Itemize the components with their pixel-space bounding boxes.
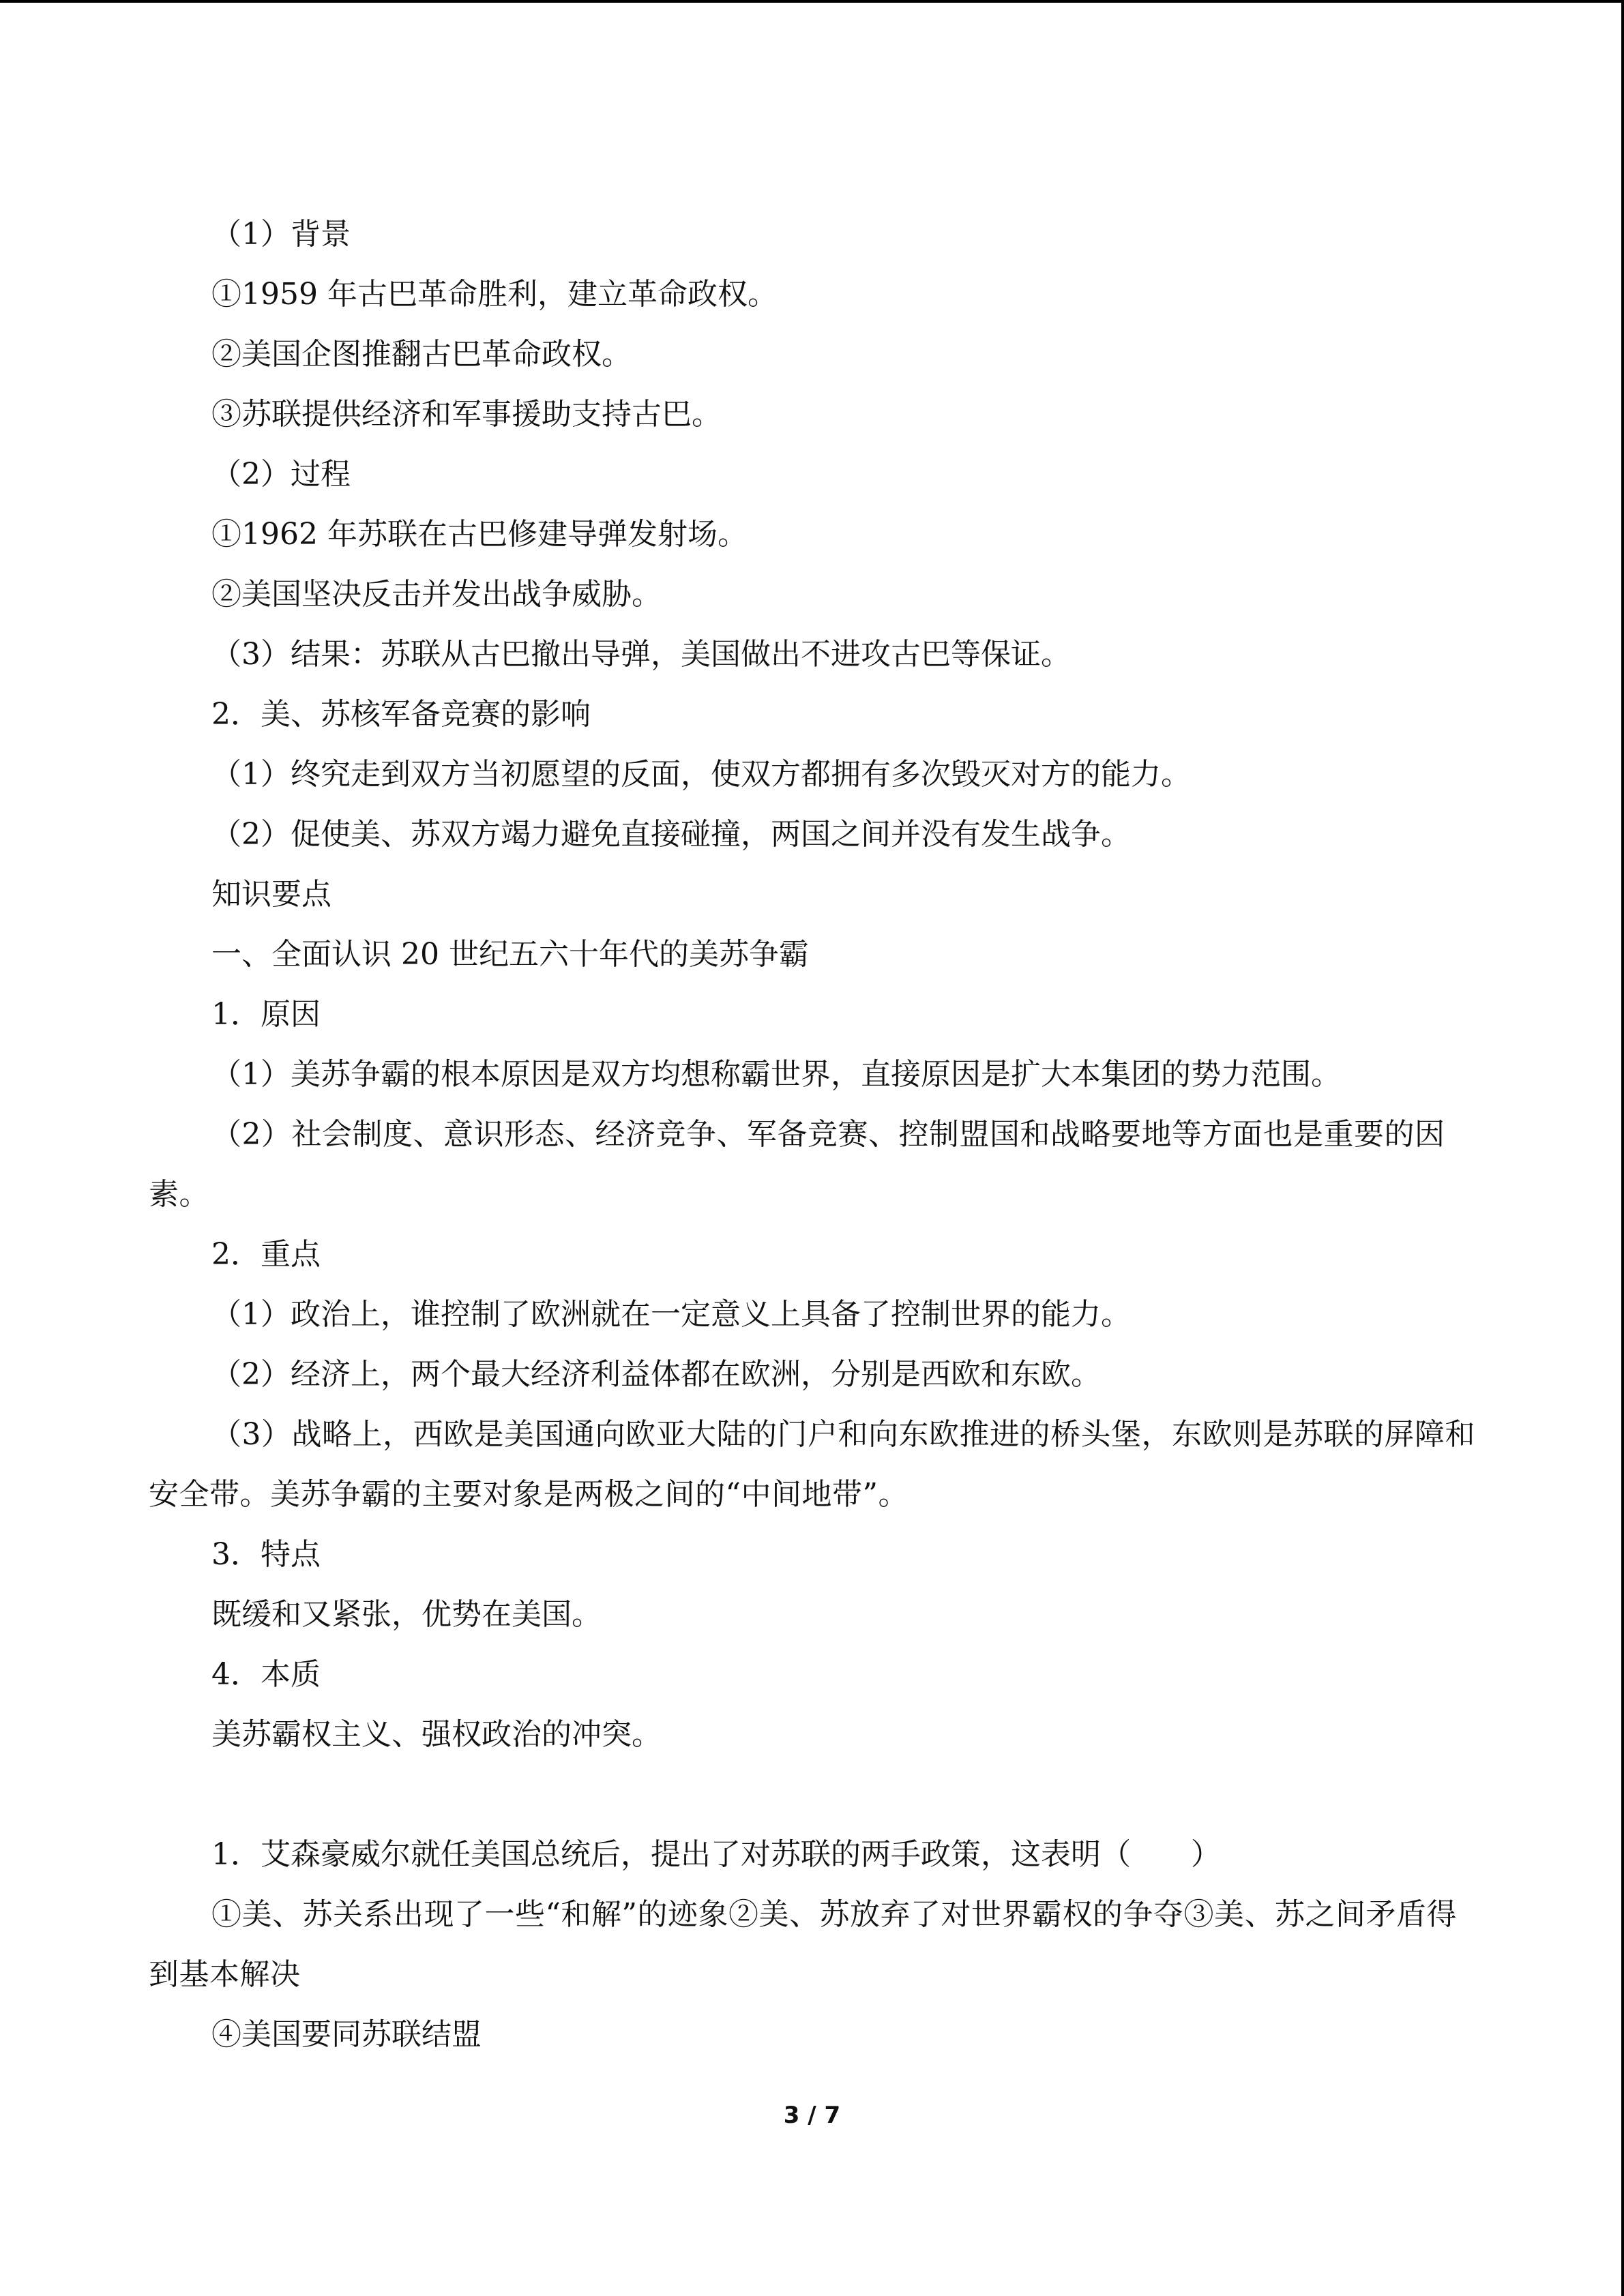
blank-line: [149, 1765, 1479, 1825]
page-right-border: [1621, 0, 1624, 2296]
exercise-question: 1．艾森豪威尔就任美国总统后，提出了对苏联的两手政策，这表明（ ）: [211, 1837, 1221, 1872]
section-heading-background: （1）背景: [211, 217, 351, 252]
list-item: ②美国企图推翻古巴革命政权。: [211, 337, 632, 372]
paragraph: 既缓和又紧张，优势在美国。: [211, 1597, 602, 1632]
section-heading-process: （2）过程: [211, 457, 351, 492]
paragraph: （1）政治上，谁控制了欧洲就在一定意义上具备了控制世界的能力。: [211, 1297, 1131, 1332]
list-item: ①1962 年苏联在古巴修建导弹发射场。: [211, 517, 748, 552]
paragraph: （3）战略上，西欧是美国通向欧亚大陆的门户和向东欧推进的桥头堡，东欧则是苏联的屏障和安全带。美苏争霸的主要对象是两极之间的“中间地带”。: [149, 1417, 1475, 1512]
exercise-options: ①美、苏关系出现了一些“和解”的迹象②美、苏放弃了对世界霸权的争夺③美、苏之间矛盾得到基本解决: [149, 1897, 1457, 1992]
exercise-options: ④美国要同苏联结盟: [211, 2017, 482, 2052]
subheading-causes: 1．原因: [211, 997, 321, 1032]
page-top-border: [0, 0, 1624, 3]
list-item: ③苏联提供经济和军事援助支持古巴。: [211, 397, 722, 432]
page-number: 3 / 7: [783, 2102, 841, 2129]
paragraph: 美苏霸权主义、强权政治的冲突。: [211, 1717, 662, 1752]
subheading-features: 3．特点: [211, 1537, 321, 1572]
subheading-focus: 2．重点: [211, 1237, 321, 1272]
subheading-essence: 4．本质: [211, 1657, 321, 1692]
document-body: [149, 205, 1479, 2065]
paragraph: （1）美苏争霸的根本原因是双方均想称霸世界，直接原因是扩大本集团的势力范围。: [211, 1057, 1341, 1092]
section-heading-result: （3）结果：苏联从古巴撤出导弹，美国做出不进攻古巴等保证。: [211, 637, 1071, 672]
list-item: ①1959 年古巴革命胜利，建立革命政权。: [211, 277, 778, 312]
paragraph: （1）终究走到双方当初愿望的反面，使双方都拥有多次毁灭对方的能力。: [211, 757, 1191, 792]
paragraph: （2）促使美、苏双方竭力避免直接碰撞，两国之间并没有发生战争。: [211, 817, 1131, 852]
section-heading-overview: 一、全面认识 20 世纪五六十年代的美苏争霸: [211, 937, 809, 972]
list-item: ②美国坚决反击并发出战争威胁。: [211, 577, 662, 612]
paragraph: （2）社会制度、意识形态、经济竞争、军备竞赛、控制盟国和战略要地等方面也是重要的因素。: [149, 1117, 1445, 1212]
section-heading-key-points: 知识要点: [211, 877, 331, 912]
paragraph: （2）经济上，两个最大经济利益体都在欧洲，分别是西欧和东欧。: [211, 1357, 1101, 1392]
section-heading-impact: 2．美、苏核军备竞赛的影响: [211, 697, 591, 732]
